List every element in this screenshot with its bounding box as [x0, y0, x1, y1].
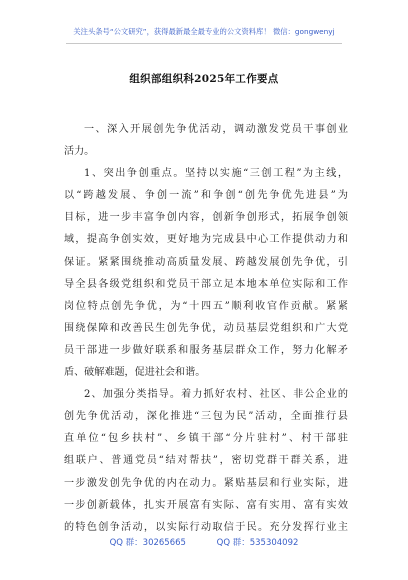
paragraph-line: 创先争优活动，深化推进“三包为民”活动，全面推行县 [64, 411, 348, 423]
document-title: 组织部组织科2025年工作要点 [129, 73, 279, 85]
footer-qq-group-1: QQ 群：30265665 [109, 538, 186, 548]
paragraph-line: 目标，进一步丰富争创内容，创新争创形式，拓展争创领 [64, 212, 348, 224]
paragraph-line: 一步创新载体，扎实开展富有实际、富有实用、富有实效 [64, 499, 348, 511]
paragraph-line: 员干部进一步做好联系和服务基层群众工作，努力化解矛 [64, 344, 348, 356]
footer-contacts [0, 536, 408, 548]
paragraph-line: 域，提高争创实效，更好地为完成县中心工作提供动力和 [64, 234, 348, 246]
document-body [64, 119, 348, 539]
paragraph-line: 活力。 [64, 146, 95, 158]
paragraph-line: 1、突出争创重点。坚持以实施“三创工程”为主线， [84, 168, 348, 180]
paragraph-line: 一、深入开展创先争优活动，调动激发党员干事创业 [84, 124, 348, 135]
paragraph-line: 一步激发创先争优的内在动力。紧贴基层和行业实际，进 [64, 477, 348, 489]
paragraph-line: 以“跨越发展、争创一流”和争创“创先争优先进县”为 [64, 190, 348, 202]
paragraph-line: 盾、破解难题，促进社会和谐。 [64, 367, 206, 379]
paragraph-line: 直单位“包乡扶村”、乡镇干部“分片驻村”、村干部驻 [64, 433, 348, 445]
paragraph-line: 的特色创争活动，以实际行动取信于民。充分发挥行业主 [64, 521, 348, 533]
paragraph-line: 围绕保障和改善民生创先争优，动员基层党组织和广大党 [64, 322, 348, 334]
footer-qq-group-2: QQ 群：535304092 [216, 538, 299, 548]
paragraph-line: 组联户、普通党员“结对帮扶”，密切党群干群关系，进 [64, 455, 348, 467]
paragraph-line: 岗位特点创先争优，为“十四五”顺利收官作贡献。紧紧 [64, 300, 348, 312]
header-note: 关注头条号“公文研究”，获得最新最全最专业的公文资料库！ 微信：gongwenyj [73, 27, 335, 36]
paragraph-line: 2、加强分类指导。着力抓好农村、社区、非公企业的 [84, 389, 348, 401]
paragraph-line: 保证。紧紧围绕推动高质量发展、跨越发展创先争优，引 [64, 256, 348, 268]
paragraph-line: 导全县各级党组织和党员干部立足本地本单位实际和工作 [64, 278, 348, 290]
header-divider [66, 43, 342, 44]
